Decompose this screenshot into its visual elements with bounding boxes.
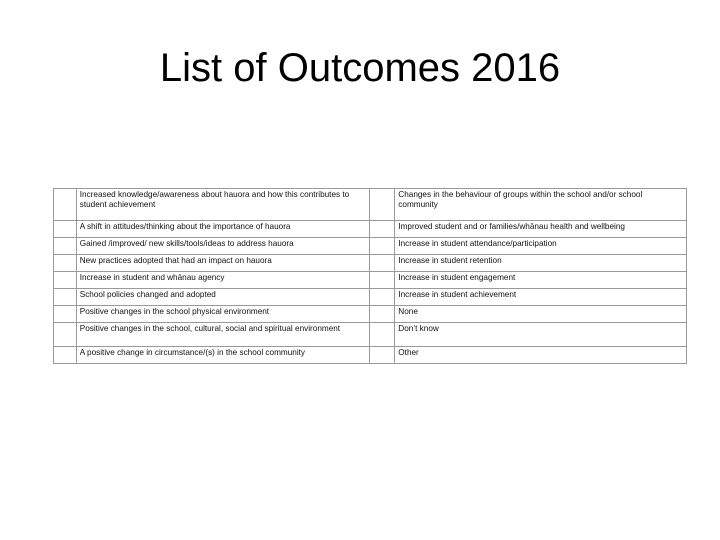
outcome-right-cell: None (395, 306, 687, 323)
checkbox-cell (54, 238, 77, 255)
checkbox-cell (54, 323, 77, 347)
table-row (54, 255, 687, 272)
table-row (54, 221, 687, 238)
outcome-left-cell: Gained /improved/ new skills/tools/ideas to address hauora (76, 238, 370, 255)
outcome-left-cell: A positive change in circumstance/(s) in the school community (76, 347, 370, 364)
checkbox-cell (54, 189, 77, 221)
outcome-left-cell: A shift in attitudes/thinking about the importance of hauora (76, 221, 370, 238)
checkbox-cell (370, 323, 395, 347)
table-row (54, 238, 687, 255)
checkbox-cell (370, 189, 395, 221)
checkbox-cell (370, 347, 395, 364)
checkbox-cell (370, 272, 395, 289)
outcome-right-cell: Don’t know (395, 323, 687, 347)
table-row (54, 306, 687, 323)
outcome-right-cell: Increase in student retention (395, 255, 687, 272)
checkbox-cell (370, 238, 395, 255)
outcomes-table (53, 188, 687, 364)
table-row (54, 189, 687, 221)
checkbox-cell (54, 272, 77, 289)
checkbox-cell (54, 306, 77, 323)
table-row (54, 347, 687, 364)
outcome-left-cell: New practices adopted that had an impact on hauora (76, 255, 370, 272)
checkbox-cell (370, 221, 395, 238)
table-row (54, 323, 687, 347)
outcome-left-cell: Positive changes in the school physical environment (76, 306, 370, 323)
checkbox-cell (370, 255, 395, 272)
checkbox-cell (54, 255, 77, 272)
table-row (54, 272, 687, 289)
outcome-right-cell: Increase in student attendance/participation (395, 238, 687, 255)
checkbox-cell (370, 306, 395, 323)
checkbox-cell (54, 289, 77, 306)
checkbox-cell (54, 221, 77, 238)
outcome-right-cell: Increase in student achievement (395, 289, 687, 306)
table-row (54, 289, 687, 306)
outcome-left-cell: Increased knowledge/awareness about hauora and how this contributes to student achievement (76, 189, 370, 221)
outcome-left-cell: Increase in student and whānau agency (76, 272, 370, 289)
outcome-right-cell: Other (395, 347, 687, 364)
checkbox-cell (370, 289, 395, 306)
outcome-right-cell: Changes in the behaviour of groups within the school and/or school community (395, 189, 687, 221)
slide-title: List of Outcomes 2016 (159, 46, 561, 90)
outcome-left-cell: School policies changed and adopted (76, 289, 370, 306)
outcome-right-cell: Increase in student engagement (395, 272, 687, 289)
outcome-right-cell: Improved student and or families/whānau health and wellbeing (395, 221, 687, 238)
checkbox-cell (54, 347, 77, 364)
outcome-left-cell: Positive changes in the school, cultural, social and spiritual environment (76, 323, 370, 347)
